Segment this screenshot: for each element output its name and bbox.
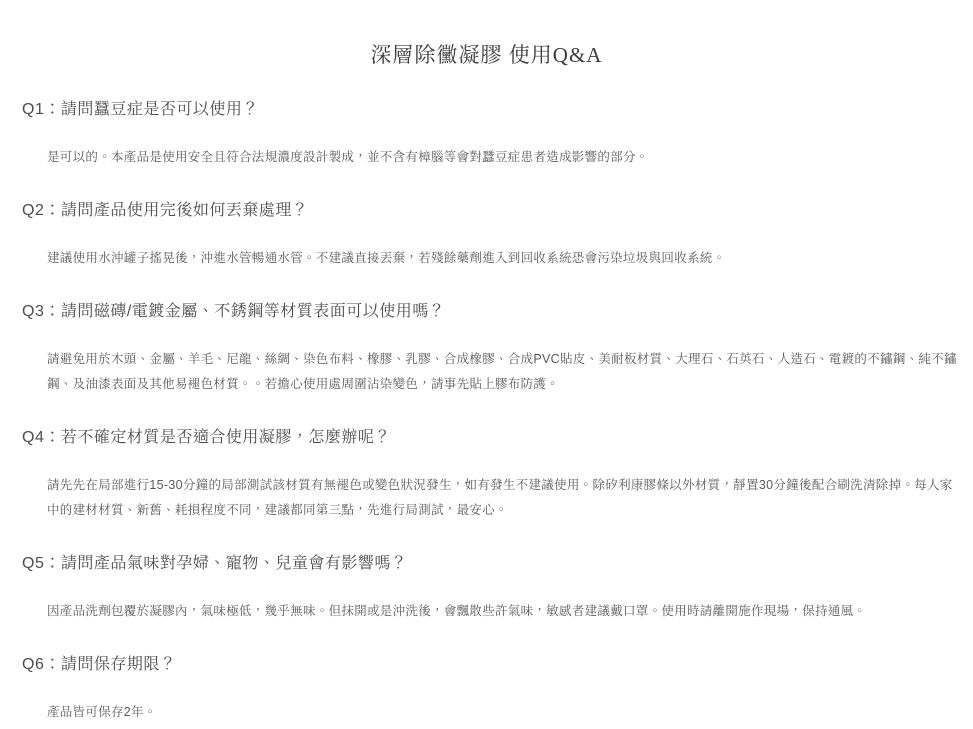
question-text: Q5：請問產品氣味對孕婦、寵物、兒童會有影響嗎？ xyxy=(22,555,408,573)
question-text: Q1：請問蠶豆症是否可以使用？ xyxy=(22,101,259,119)
faq-item-q3 xyxy=(0,301,973,397)
faq-item-q6 xyxy=(0,654,973,725)
question-text: Q2：請問產品使用完後如何丟棄處理？ xyxy=(22,202,309,220)
question-text: Q4：若不確定材質是否適合使用凝膠，怎麼辦呢？ xyxy=(22,429,391,447)
question-text: Q3：請問磁磚/電鍍金屬、不銹鋼等材質表面可以使用嗎？ xyxy=(22,303,446,321)
answer-text: 是可以的。本產品是使用安全且符合法規濃度設計製成，並不含有樟腦等會對蠶豆症患者造成影響的部分。 xyxy=(47,150,649,165)
answer-text: 建議使用水沖罐子搖晃後，沖進水管暢通水管。不建議直接丟棄，若殘餘藥劑進入到回收系統恐會污染垃圾與回收系統。 xyxy=(47,251,726,266)
faq-item-q2 xyxy=(0,200,973,271)
faq-list xyxy=(0,99,973,725)
answer-text: 產品皆可保存2年。 xyxy=(47,705,157,720)
faq-item-q4 xyxy=(0,427,973,523)
faq-page xyxy=(0,14,973,729)
faq-item-q5 xyxy=(0,553,973,624)
answer-text: 請先先在局部進行15-30分鐘的局部測試該材質有無褪色或變色狀況發生，如有發生不建議使用。除矽利康膠條以外材質，靜置30分鐘後配合刷洗清除掉。每人家中的建材材質、新舊、耗損程度不同，建議都同第三點，先進行局測試，最安心。 xyxy=(47,478,953,518)
question-text: Q6：請問保存期限？ xyxy=(22,656,177,674)
answer-text: 因產品洗劑包覆於凝膠內，氣味極低，幾乎無味。但抹開或是沖洗後，會飄散些許氣味，敏感者建議戴口罩。使用時請離開施作現場，保持通風。 xyxy=(47,604,867,619)
answer-text: 請避免用於木頭、金屬、羊毛、尼龍、絲綢、染色布料、橡膠、乳膠、合成橡膠、合成PVC貼皮、美耐板材質、大理石、石英石、人造石、電鍍的不鏽鋼、純不鏽鋼、及油漆表面及其他易褪色材質。。若擔心使用處周圍沾染變色，請事先貼上膠布防護。 xyxy=(47,352,957,392)
faq-item-q1 xyxy=(0,99,973,170)
page-title: 深層除黴凝膠 使用Q&A xyxy=(370,43,603,68)
